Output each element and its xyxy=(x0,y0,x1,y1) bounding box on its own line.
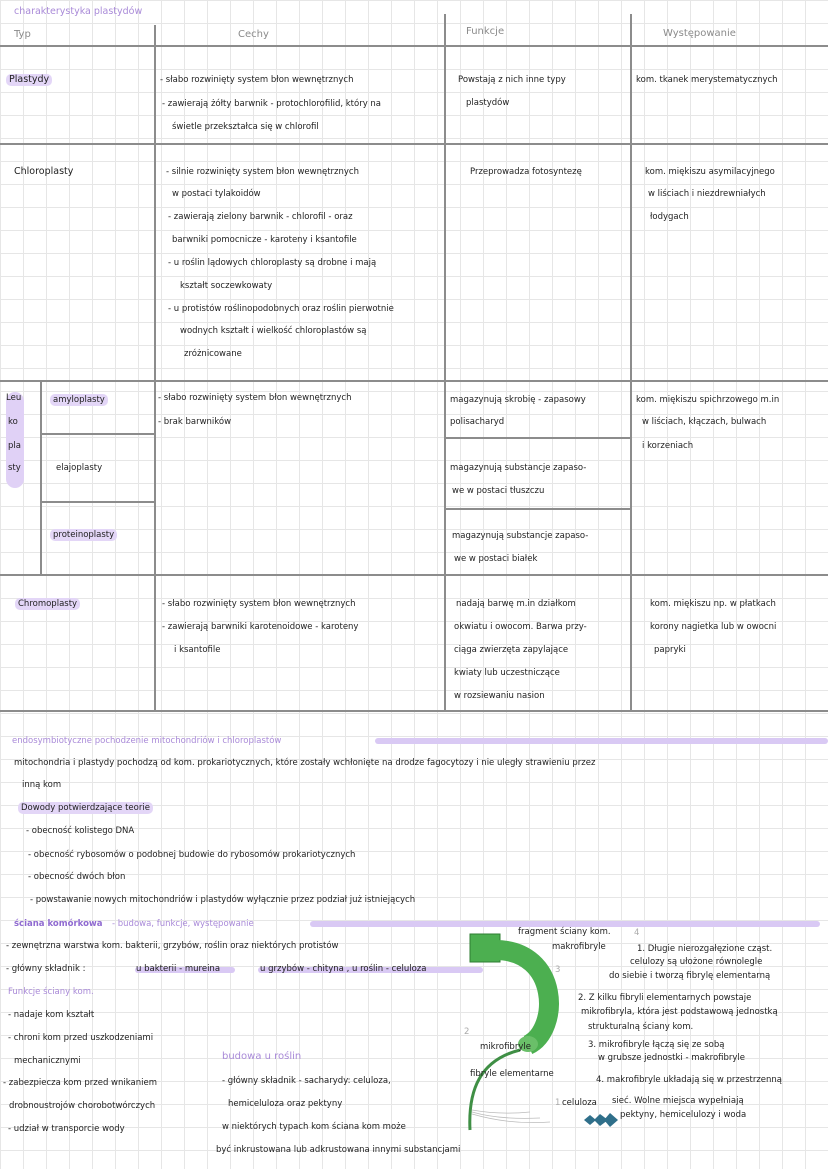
cell-text: kształt soczewkowaty xyxy=(180,281,273,291)
evidence-item: - obecność dwóch błon xyxy=(28,872,126,882)
leukoplasty-label: sty xyxy=(8,463,21,473)
diagram-label: fibryle elementarne xyxy=(470,1069,554,1079)
cell-text: i ksantofile xyxy=(174,645,221,655)
plants-line: hemiceluloza oraz pektyny xyxy=(228,1099,343,1109)
step-text: mikrofibryla, która jest podstawową jednostką xyxy=(581,1007,778,1017)
cell-text: magazynują substancje zapaso- xyxy=(450,463,587,473)
cell-text: Przeprowadza fotosyntezę xyxy=(470,167,582,177)
function-item: drobnoustrojów chorobotwórczych xyxy=(9,1101,156,1111)
cell-text: - zawierają żółty barwnik - protochlorofilid, który na xyxy=(162,99,382,109)
diagram-label: mikrofibryle xyxy=(480,1042,531,1052)
wall-component: u grzybów - chityna , u roślin - celuloza xyxy=(260,964,427,974)
cell-text: - zawierają zielony barwnik - chlorofil - oraz xyxy=(168,212,353,222)
cell-text: kom. miękiszu spichrzowego m.in xyxy=(636,395,780,405)
wall-heading: ściana komórkowa xyxy=(14,919,103,929)
leukoplasty-label: ko xyxy=(8,417,18,427)
row-type-plastydy: Plastydy xyxy=(6,74,52,86)
diagram-number: 4 xyxy=(634,928,640,938)
table-line xyxy=(0,143,828,145)
table-line xyxy=(40,433,154,435)
cell-text: świetle przekształca się w chlorofil xyxy=(172,122,319,132)
step-text: 3. mikrofibryle łączą się ze sobą xyxy=(588,1040,725,1050)
cell-text: kom. miękiszu np. w płatkach xyxy=(650,599,776,609)
cell-text: - silnie rozwinięty system błon wewnętrznych xyxy=(166,167,359,177)
table-line xyxy=(40,501,154,503)
elementary-fibrils xyxy=(472,1110,550,1123)
leukoplasty-label: pla xyxy=(8,441,21,451)
cell-text: - brak barwników xyxy=(158,417,232,427)
cell-text: magazynują substancje zapaso- xyxy=(452,531,589,541)
cell-text: kom. tkanek merystematycznych xyxy=(636,75,778,85)
cell-text: magazynują skrobię - zapasowy xyxy=(450,395,586,405)
wall-component: u bakterii - mureina xyxy=(136,964,221,974)
cell-text: we w postaci tłuszczu xyxy=(452,486,545,496)
table-line xyxy=(444,508,630,510)
functions-heading: Funkcje ściany kom. xyxy=(8,987,94,997)
cell-text: kwiaty lub uczestniczące xyxy=(454,668,560,678)
table-line xyxy=(630,14,632,710)
table-title: charakterystyka plastydów xyxy=(14,6,143,17)
cell-text: Powstają z nich inne typy xyxy=(458,75,566,85)
table-line xyxy=(444,14,446,710)
endo-heading: endosymbiotyczne pochodzenie mitochondriów i chloroplastów xyxy=(12,736,282,746)
cell-text: korony nagietka lub w owocni xyxy=(650,622,777,632)
table-line xyxy=(0,45,828,47)
cell-text: ciąga zwierzęta zapylające xyxy=(454,645,569,655)
evidence-item: - obecność kolistego DNA xyxy=(26,826,135,836)
subtype-amyloplasty: amyloplasty xyxy=(50,394,108,406)
cell-text: - u roślin lądowych chloroplasty są drobne i mają xyxy=(168,258,377,268)
step-text: strukturalną ściany kom. xyxy=(588,1022,694,1032)
cell-text: papryki xyxy=(654,645,686,655)
table-line xyxy=(0,574,828,576)
cell-text: wodnych kształt i wielkość chloroplastów są xyxy=(180,326,367,336)
cell-text: łodygach xyxy=(650,212,689,222)
evidence-item: - powstawanie nowych mitochondriów i plastydów wyłącznie przez podział już istniejących xyxy=(30,895,416,905)
cell-text: polisacharyd xyxy=(450,417,505,427)
cell-text: zróżnicowane xyxy=(184,349,242,359)
cell-text: - słabo rozwinięty system błon wewnętrznych xyxy=(158,393,352,403)
cell-text: kom. miękiszu asymilacyjnego xyxy=(645,167,775,177)
function-item: - udział w transporcie wody xyxy=(8,1124,125,1134)
plants-line: - główny składnik - sacharydy: celuloza, xyxy=(222,1076,391,1086)
evidence-heading: Dowody potwierdzające teorie xyxy=(18,802,153,814)
endo-text: mitochondria i plastydy pochodzą od kom. prokariotycznych, które zostały wchłonięte na drodze fagocytozy i nie uległy strawieniu przez xyxy=(14,758,596,768)
wall-component-label: - główny składnik : xyxy=(6,964,86,974)
plants-heading: budowa u roślin xyxy=(222,1051,302,1062)
table-line xyxy=(154,25,156,710)
plants-line: być inkrustowana lub adkrustowana innymi substancjami xyxy=(216,1145,461,1155)
table-line xyxy=(0,710,828,712)
cell-text: barwniki pomocnicze - karoteny i ksantofile xyxy=(172,235,357,245)
cell-text: - słabo rozwinięty system błon wewnętrznych xyxy=(162,599,356,609)
cell-text: nadają barwę m.in działkom xyxy=(456,599,576,609)
header-typ: Typ xyxy=(14,29,31,40)
cellulose-chain xyxy=(580,1110,620,1130)
subtype-elajoplasty: elajoplasty xyxy=(56,463,103,473)
diagram-number: 2 xyxy=(464,1027,470,1037)
step-text: 4. makrofibryle układają się w przestrzenną xyxy=(596,1075,782,1085)
macrofibril xyxy=(495,950,549,1045)
function-item: - nadaje kom kształt xyxy=(8,1010,95,1020)
cell-text: w liściach i niezdrewniałych xyxy=(648,189,766,199)
row-type-chloroplasty: Chloroplasty xyxy=(14,166,74,177)
step-text: celulozy są ułożone równolegle xyxy=(630,957,763,967)
cell-text: - u protistów roślinopodobnych oraz roślin pierwotnie xyxy=(168,304,394,314)
step-text: 2. Z kilku fibryli elementarnych powstaje xyxy=(578,993,752,1003)
row-type-chromoplasty: Chromoplasty xyxy=(15,598,80,610)
table-line xyxy=(40,380,42,574)
header-cechy: Cechy xyxy=(238,29,269,40)
step-text: w grubsze jednostki - makrofibryle xyxy=(598,1053,746,1063)
endo-text: inną kom xyxy=(22,780,62,790)
cell-text: w rozsiewaniu nasion xyxy=(454,691,545,701)
function-item: - zabezpiecza kom przed wnikaniem xyxy=(3,1078,157,1088)
step-text: sieć. Wolne miejsca wypełniają xyxy=(612,1096,744,1106)
header-wystepowanie: Występowanie xyxy=(663,28,736,39)
leukoplasty-label: Leu xyxy=(6,393,22,403)
step-text: do siebie i tworzą fibrylę elementarną xyxy=(609,971,771,981)
header-funkcje: Funkcje xyxy=(466,26,505,37)
diagram-label: makrofibryle xyxy=(552,942,606,952)
cell-text: w liściach, kłączach, bulwach xyxy=(642,417,767,427)
cell-text: - zawierają barwniki karotenoidowe - karoteny xyxy=(162,622,359,632)
function-item: - chroni kom przed uszkodzeniami xyxy=(8,1033,154,1043)
cell-text: we w postaci białek xyxy=(454,554,538,564)
cell-text: plastydów xyxy=(466,98,510,108)
plants-line: w niektórych typach kom ściana kom może xyxy=(222,1122,406,1132)
evidence-item: - obecność rybosomów o podobnej budowie do rybosomów prokariotycznych xyxy=(28,850,356,860)
cell-text: w postaci tylakoidów xyxy=(172,189,261,199)
step-text: 1. Długie nierozgałęzione cząst. xyxy=(637,944,773,954)
function-item: mechanicznymi xyxy=(14,1056,81,1066)
step-text: pektyny, hemicelulozy i woda xyxy=(620,1110,747,1120)
diagram-number: 3 xyxy=(555,965,561,975)
cell-text: okwiatu i owocom. Barwa przy- xyxy=(454,622,587,632)
diagram-label: fragment ściany kom. xyxy=(518,927,611,937)
table-line xyxy=(0,380,828,382)
table-line xyxy=(444,437,630,439)
diagram-label: celuloza xyxy=(562,1098,597,1108)
cell-text: - słabo rozwinięty system błon wewnętrznych xyxy=(160,75,354,85)
wall-line: - zewnętrzna warstwa kom. bakterii, grzybów, roślin oraz niektórych protistów xyxy=(6,941,339,951)
wall-heading-rest: - budowa, funkcje, występowanie xyxy=(112,919,254,929)
diagram-number: 1 xyxy=(555,1098,561,1108)
subtype-proteinoplasty: proteinoplasty xyxy=(50,529,117,541)
cell-text: i korzeniach xyxy=(642,441,694,451)
heading-underline xyxy=(375,738,828,744)
